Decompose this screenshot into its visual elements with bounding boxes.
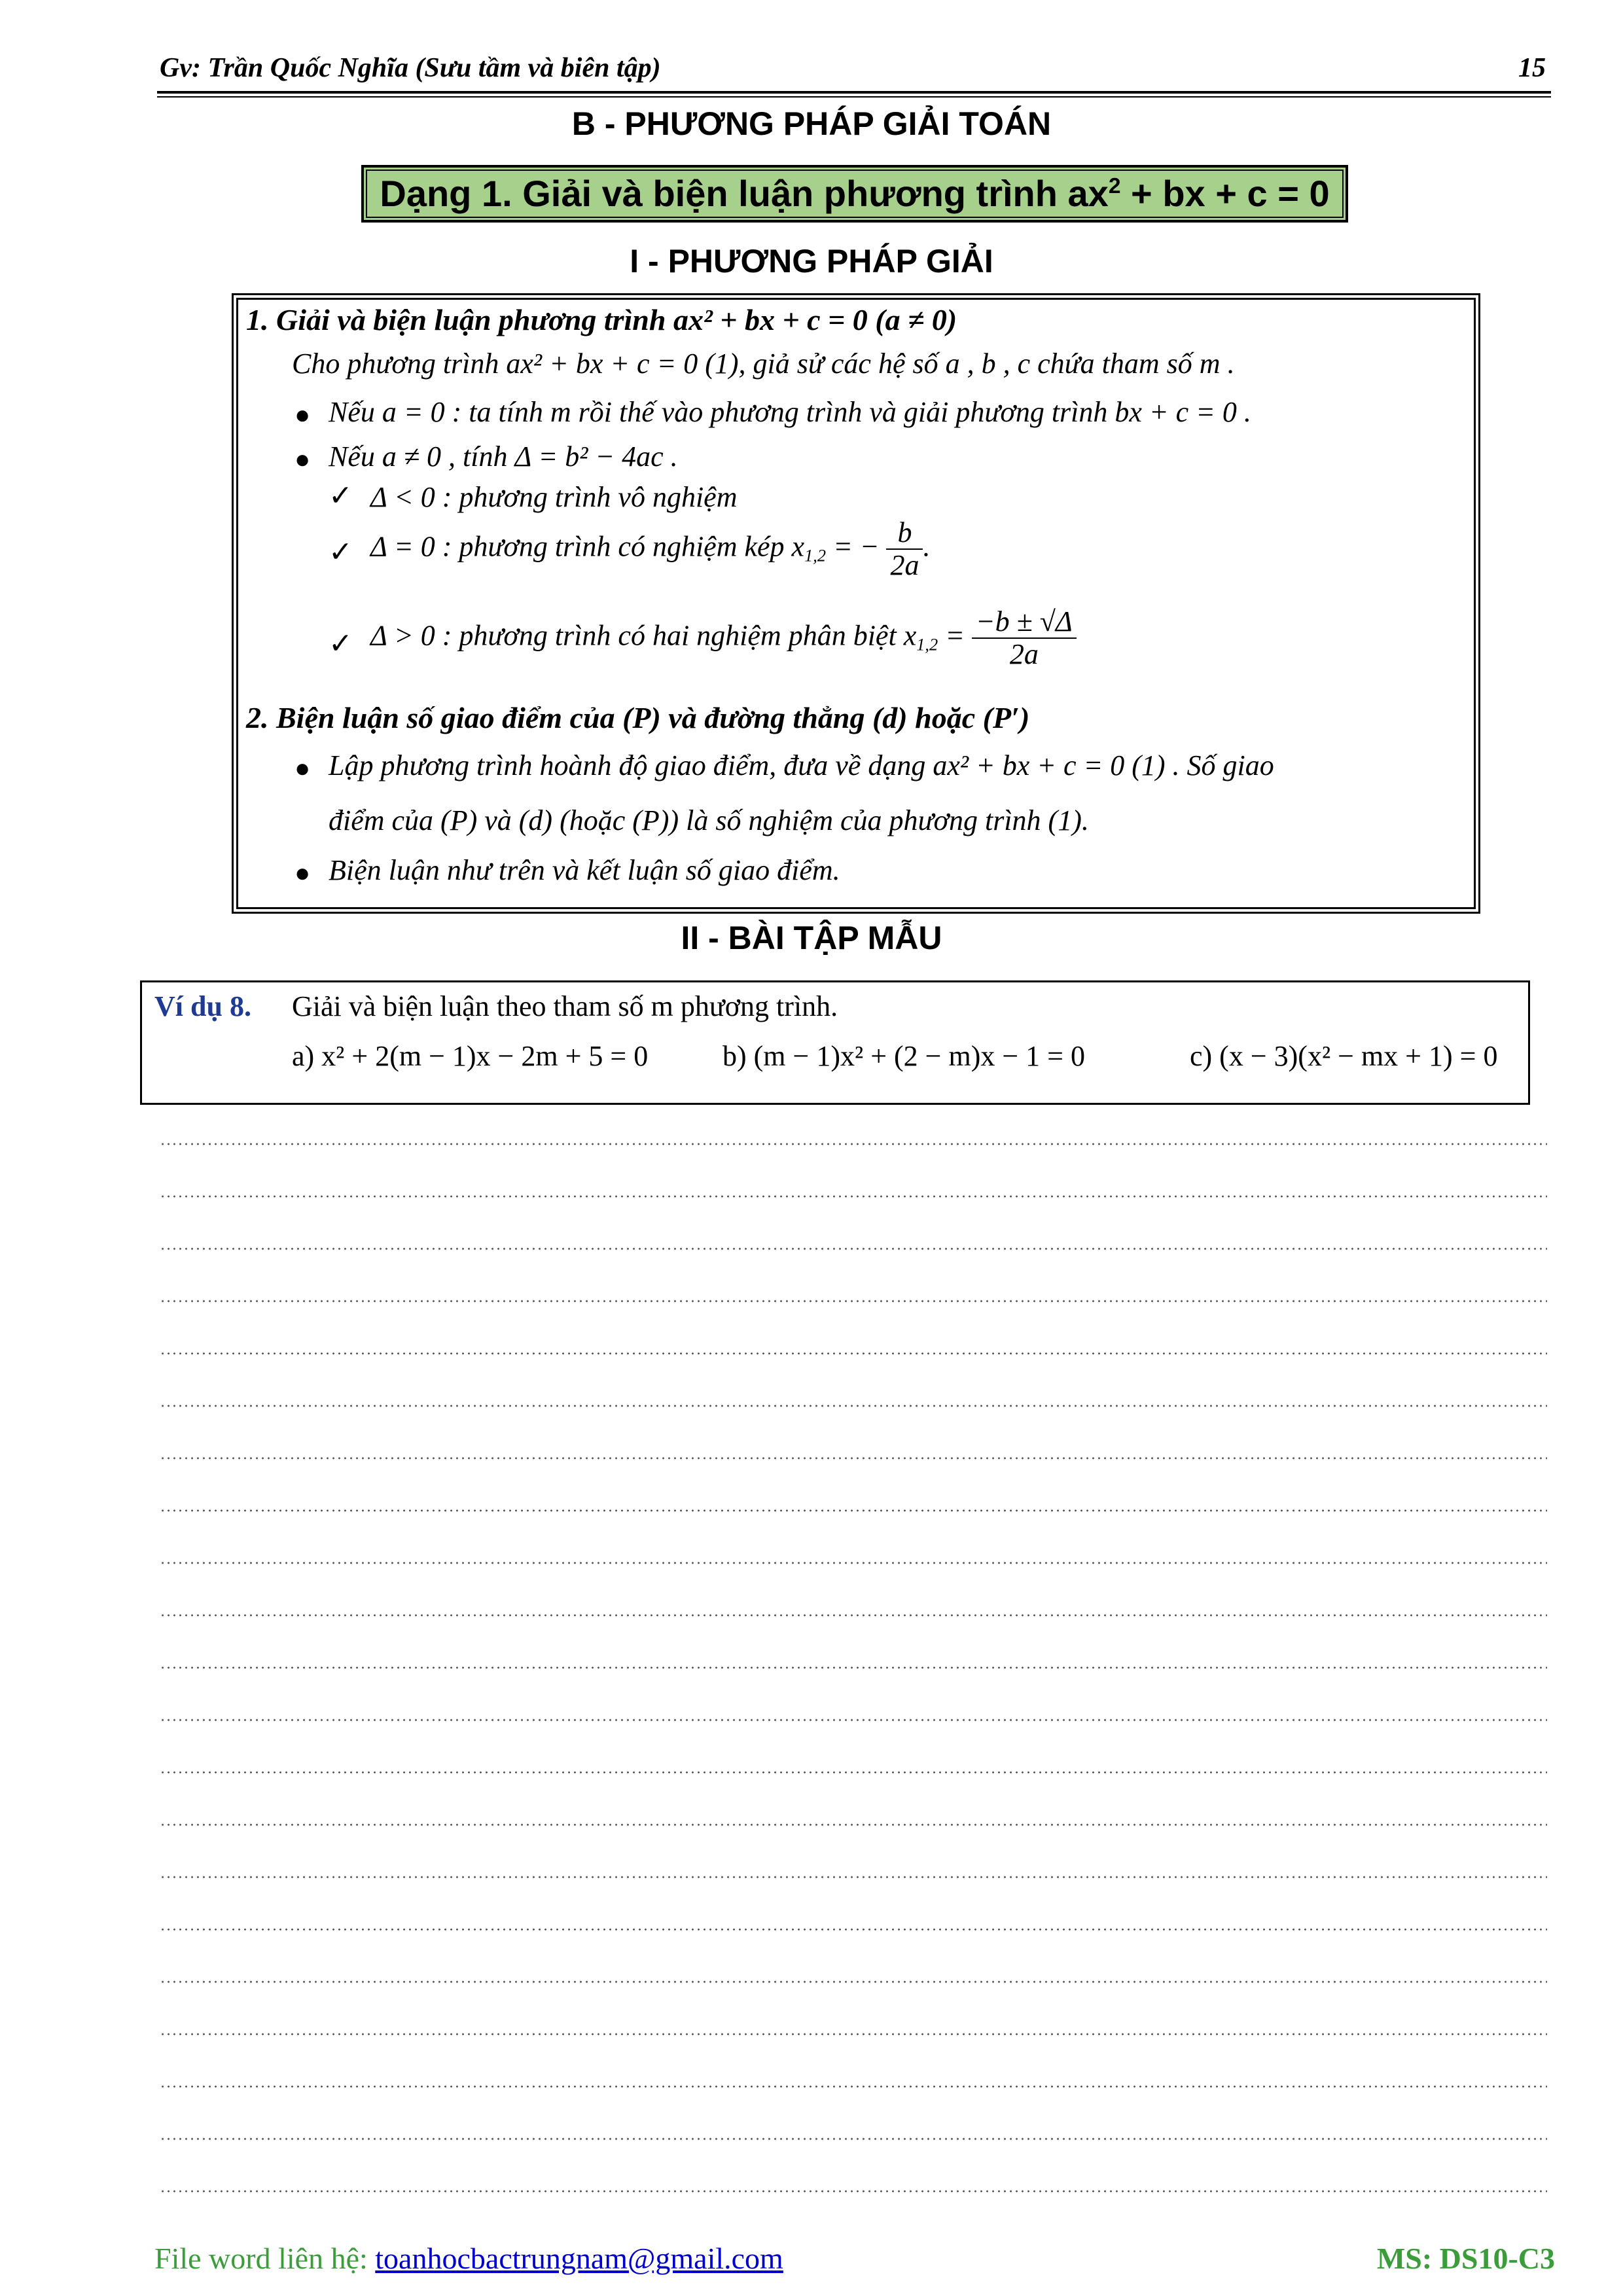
answer-line [160,1195,1547,1198]
example-prompt: Giải và biện luận theo tham số m phương trình. [292,990,838,1022]
case-2-subscript: 1,2 [804,545,827,565]
header-author: Gv: Trần Quốc Nghĩa (Sưu tầm và biên tập) [160,53,661,83]
case-2-numerator: b [886,517,923,550]
case-3-text: Δ > 0 : phương trình có hai nghiệm phân biệt x [370,619,917,652]
case-3-fraction [972,606,1077,671]
header-rule-thick [157,91,1551,94]
case-2-denominator: 2a [890,549,919,582]
answer-line [160,1300,1547,1302]
dang-title-prefix: Dạng 1. Giải và biện luận phương trình ax [380,173,1109,214]
case-3-eq: = [938,619,972,652]
method-heading-1: 1. Giải và biện luận phương trình ax² + bx + c = 0 (a ≠ 0) [246,303,957,336]
method-bullet-1: Nếu a = 0 : ta tính m rồi thế vào phương trình và giải phương trình bx + c = 0 . [329,396,1251,428]
answer-line [160,1666,1547,1669]
answer-line [160,1457,1547,1460]
answer-line [160,2138,1547,2140]
method-case-2: Δ = 0 : phương trình có nghiệm kép $x_{1,2}$ = − $\frac{b}{2a}$ . [370,516,931,582]
answer-line [160,1562,1547,1564]
answer-line [160,1981,1547,1983]
answer-line [160,1823,1547,1826]
answer-line [160,1928,1547,1931]
example-part-b: b) (m − 1)x² + (2 − m)x − 1 = 0 [722,1040,1085,1072]
method-bullet-3-line-2: điểm của (P) và (d) (hoặc (P)) là số nghiệm của phương trình (1). [329,804,1089,836]
case-3-subscript: 1,2 [916,634,938,655]
answer-line [160,1405,1547,1407]
case-3-denominator: 2a [1009,638,1039,671]
case-2-fraction [886,517,923,582]
section-i-title: I - PHƯƠNG PHÁP GIẢI [630,243,993,279]
method-intro: Cho phương trình ax² + bx + c = 0 (1), giả sử các hệ số a , b , c chứa tham số m . [292,348,1235,380]
answer-line [160,1771,1547,1774]
bullet-icon: ● [294,753,311,783]
answer-line [160,2085,1547,2088]
bullet-icon: ● [294,400,311,429]
case-2-eq: = − [826,530,880,563]
method-bullet-4: Biện luận như trên và kết luận số giao điểm. [329,854,840,886]
example-part-c: c) (x − 3)(x² − mx + 1) = 0 [1190,1040,1498,1072]
footer-code: MS: DS10-C3 [1376,2242,1555,2275]
dang-title-exponent: 2 [1108,173,1121,198]
answer-line [160,2033,1547,2036]
case-2-text: Δ = 0 : phương trình có nghiệm kép x [370,530,805,563]
section-ii-title: II - BÀI TẬP MẪU [681,920,942,956]
answer-line [160,1509,1547,1512]
answer-line [160,1876,1547,1878]
answer-line [160,1352,1547,1355]
dang-title-suffix: + bx + c = 0 [1120,173,1330,214]
footer-email-link[interactable]: toanhocbactrungnam@gmail.com [375,2242,783,2275]
answer-line [160,1719,1547,1721]
header-rule-thin [157,96,1551,98]
example-label: Ví dụ 8. [154,990,251,1022]
method-bullet-3-line-1: Lập phương trình hoành độ giao điểm, đưa về dạng ax² + bx + c = 0 (1) . Số giao [329,749,1274,781]
checkmark-icon: ✓ [329,628,353,660]
answer-line [160,1614,1547,1617]
answer-line [160,2190,1547,2193]
bullet-icon: ● [294,444,311,474]
footer-contact [154,2241,783,2276]
answer-line [160,1143,1547,1145]
case-3-numerator: −b ± √Δ [972,606,1077,639]
bullet-icon: ● [294,858,311,888]
checkmark-icon: ✓ [329,536,353,568]
method-bullet-2: Nếu a ≠ 0 , tính Δ = b² − 4ac . [329,440,678,473]
dang-title-box [361,165,1348,223]
method-case-3 [370,606,1077,671]
section-b-title: B - PHƯƠNG PHÁP GIẢI TOÁN [571,105,1052,142]
method-heading-2: 2. Biện luận số giao điểm của (P) và đường thẳng (d) hoặc (P′) [246,701,1030,734]
footer-contact-label: File word liên hệ: [154,2242,376,2275]
checkmark-icon: ✓ [329,480,353,512]
answer-line [160,1247,1547,1250]
method-case-1: Δ < 0 : phương trình vô nghiệm [370,481,738,513]
example-part-a: a) x² + 2(m − 1)x − 2m + 5 = 0 [292,1040,649,1072]
page-number: 15 [1518,53,1546,83]
